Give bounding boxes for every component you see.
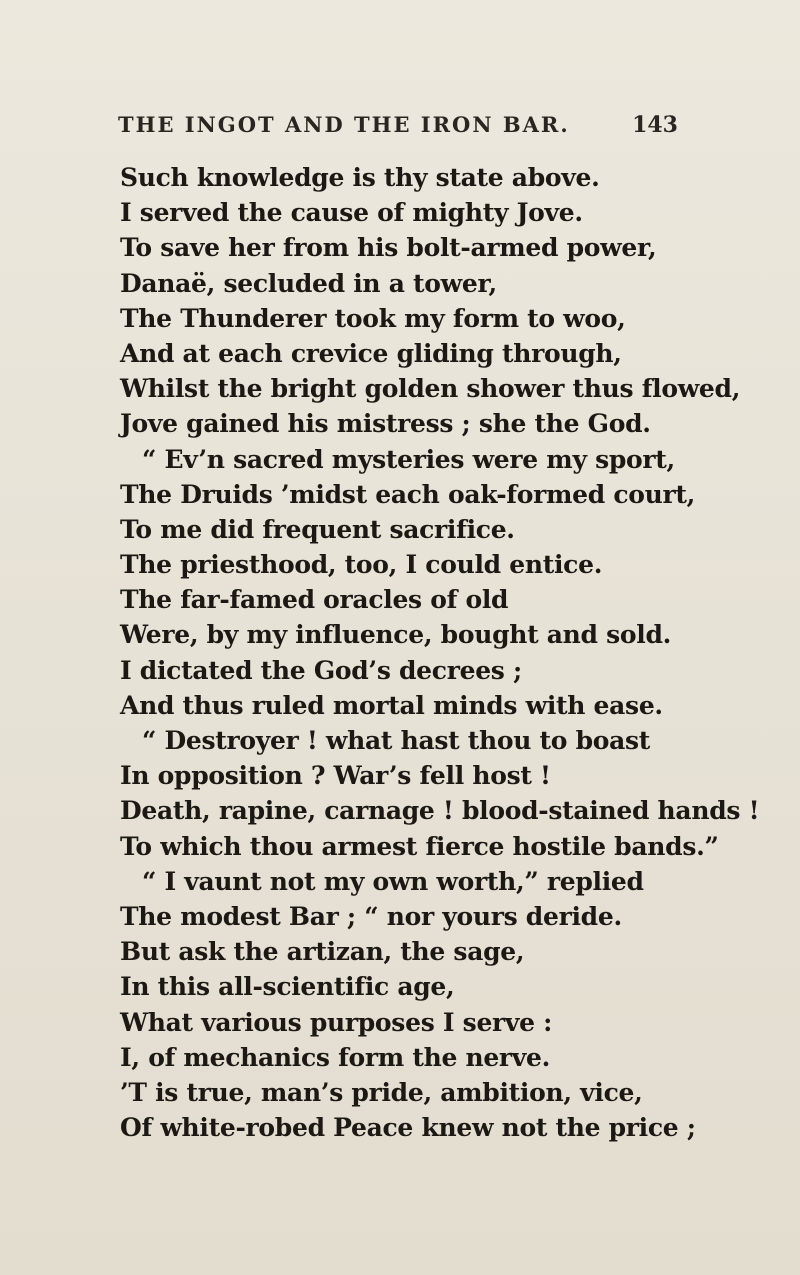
poem-line-7: Whilst the bright golden shower thus flowed, (120, 374, 741, 404)
poem-line-9: “ Ev’n sacred mysteries were my sport, (142, 444, 675, 474)
poem-line-19: Death, rapine, carnage ! blood-stained hands ! (120, 796, 760, 826)
poem-line-25: What various purposes I serve : (120, 1007, 553, 1037)
poem-line-4: Danaë, secluded in a tower, (120, 268, 497, 298)
page-header (118, 112, 678, 152)
poem-line-13: The far-famed oracles of old (120, 585, 509, 615)
poem-line-8: Jove gained his mistress ; she the God. (120, 409, 651, 439)
poem-line-10: The Druids ’midst each oak-formed court, (120, 479, 696, 509)
poem-line-14: Were, by my influence, bought and sold. (120, 620, 672, 650)
poem-line-21: “ I vaunt not my own worth,” replied (142, 866, 644, 896)
poem-line-5: The Thunderer took my form to woo, (120, 303, 626, 333)
poem-line-1: Such knowledge is thy state above. (120, 163, 600, 192)
poem-line-17: “ Destroyer ! what hast thou to boast (142, 726, 651, 755)
poem-line-6: And at each crevice gliding through, (120, 338, 622, 368)
poem-text (120, 160, 760, 1145)
poem-line-24: In this all-scientific age, (120, 972, 455, 1002)
poem-line-23: But ask the artizan, the sage, (120, 937, 525, 967)
poem-line-2: I served the cause of mighty Jove. (120, 198, 583, 228)
running-title: THE INGOT AND THE IRON BAR. (118, 112, 570, 137)
poem-line-18: In opposition ? War’s fell host ! (120, 761, 551, 791)
poem-line-27: ’T is true, man’s pride, ambition, vice, (120, 1077, 643, 1107)
poem-line-16: And thus ruled mortal minds with ease. (120, 690, 663, 720)
poem-line-15: I dictated the God’s decrees ; (120, 655, 522, 685)
poem-line-11: To me did frequent sacrifice. (120, 514, 515, 544)
poem-line-26: I, of mechanics form the nerve. (120, 1042, 551, 1072)
poem-line-3: To save her from his bolt-armed power, (120, 233, 657, 263)
poem-line-28: Of white-robed Peace knew not the price ; (120, 1113, 696, 1143)
page-number: 143 (632, 112, 678, 138)
poem-line-22: The modest Bar ; “ nor yours deride. (120, 901, 622, 931)
poem-line-12: The priesthood, too, I could entice. (120, 550, 603, 580)
poem-line-20: To which thou armest fierce hostile bands.” (120, 831, 719, 861)
